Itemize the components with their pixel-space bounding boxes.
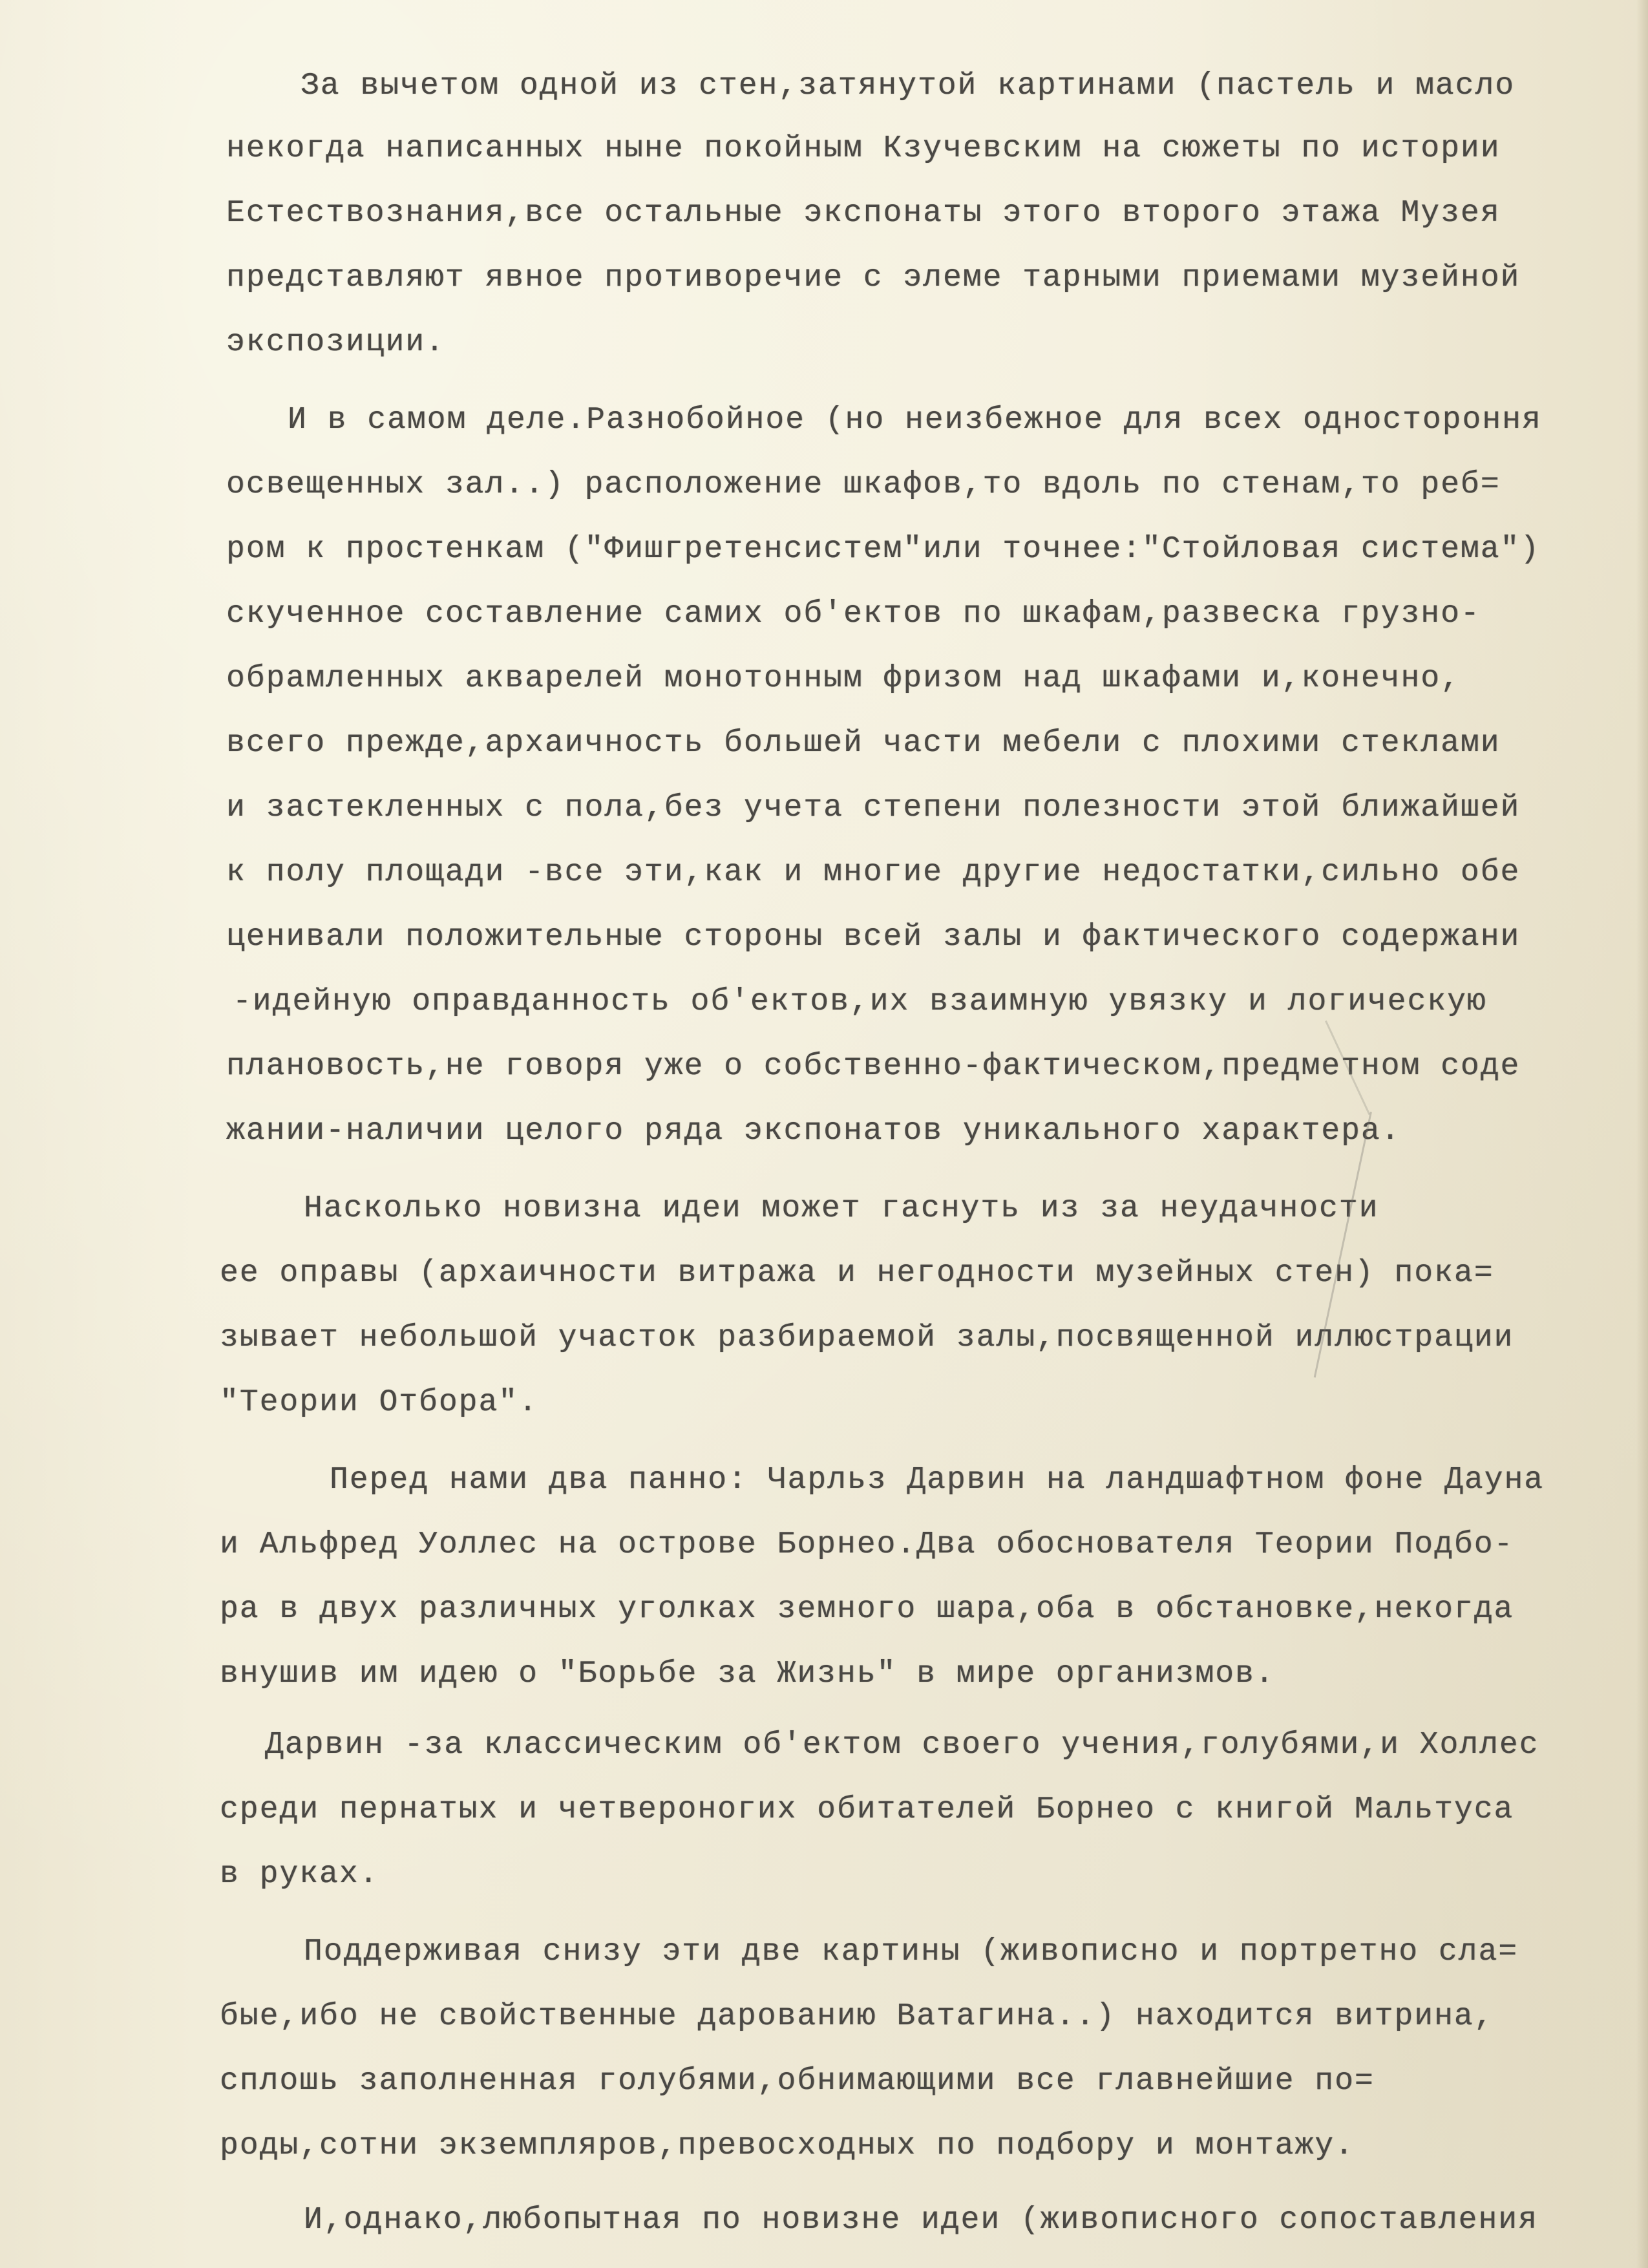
- text-line: "Теории Отбора".: [220, 1385, 538, 1420]
- text-line: Перед нами два панно: Чарльз Дарвин на ландшафтном фоне Дауна: [330, 1463, 1545, 1498]
- text-line: Насколько новизна идеи может гаснуть из за неудачности: [304, 1191, 1379, 1226]
- text-line: экспозиции.: [226, 325, 445, 360]
- text-line: бые,ибо не свойственные дарованию Ватагина..) находится витрина,: [220, 1999, 1494, 2034]
- text-line: За вычетом одной из стен,затянутой картинами (пастель и масло: [301, 69, 1516, 103]
- text-line: -идейную оправданность об'ектов,их взаимную увязку и логическую: [233, 984, 1487, 1019]
- text-line: внушив им идею о "Борьбе за Жизнь" в мире организмов.: [220, 1657, 1275, 1691]
- text-line: всего прежде,архаичность большей части мебели с плохими стеклами: [226, 726, 1501, 761]
- text-line: к полу площади -все эти,как и многие другие недостатки,сильно обе: [226, 855, 1521, 890]
- text-line: И,однако,любопытная по новизне идеи (живописного сопоставления: [304, 2203, 1538, 2238]
- text-line: ценивали положительные стороны всей залы и фактического содержани: [226, 920, 1521, 955]
- text-line: Поддерживая снизу эти две картины (живописно и портретно сла=: [304, 1934, 1519, 1969]
- text-line: Дарвин -за классическим об'ектом своего учения,голубями,и Холлес: [265, 1728, 1539, 1763]
- text-line: ее оправы (архаичности витража и негодности музейных стен) пока=: [220, 1256, 1494, 1291]
- text-line: ром к простенкам ("Фишгретенсистем"или точнее:"Стойловая система"): [226, 532, 1541, 567]
- text-line: И в самом деле.Разнобойное (но неизбежное для всех одностороння: [288, 403, 1542, 438]
- text-line: ра в двух различных уголках земного шара,оба в обстановке,некогда: [220, 1592, 1514, 1627]
- text-line: представляют явное противоречие с элеме тарными приемами музейной: [226, 260, 1521, 295]
- text-line: сплошь заполненная голубями,обнимающими все главнейшие по=: [220, 2064, 1375, 2099]
- text-line: и застекленных с пола,без учета степени полезности этой ближайшей: [226, 790, 1521, 825]
- text-line: освещенных зал..) расположение шкафов,то вдоль по стенам,то реб=: [226, 467, 1501, 502]
- text-line: скученное составление самих об'ектов по шкафам,развеска грузно-: [226, 597, 1481, 631]
- text-line: в руках.: [220, 1857, 379, 1892]
- text-line: среди пернатых и четвероногих обитателей Борнео с книгой Мальтуса: [220, 1792, 1514, 1827]
- text-line: жании-наличии целого ряда экспонатов уникального характера.: [226, 1114, 1401, 1149]
- text-line: и Альфред Уоллес на острове Борнео.Два обоснователя Теории Подбо-: [220, 1527, 1514, 1562]
- text-line: роды,сотни экземпляров,превосходных по подбору и монтажу.: [220, 2128, 1355, 2163]
- text-line: зывает небольшой участок разбираемой залы,посвященной иллюстрации: [220, 1320, 1514, 1355]
- text-line: плановость,не говоря уже о собственно-фактическом,предметном соде: [226, 1049, 1521, 1084]
- text-line: Естествознания,все остальные экспонаты этого второго этажа Музея: [226, 196, 1501, 231]
- text-line: обрамленных акварелей монотонным фризом над шкафами и,конечно,: [226, 661, 1461, 696]
- text-line: некогда написанных ныне покойным Кзучевским на сюжеты по истории: [226, 131, 1501, 166]
